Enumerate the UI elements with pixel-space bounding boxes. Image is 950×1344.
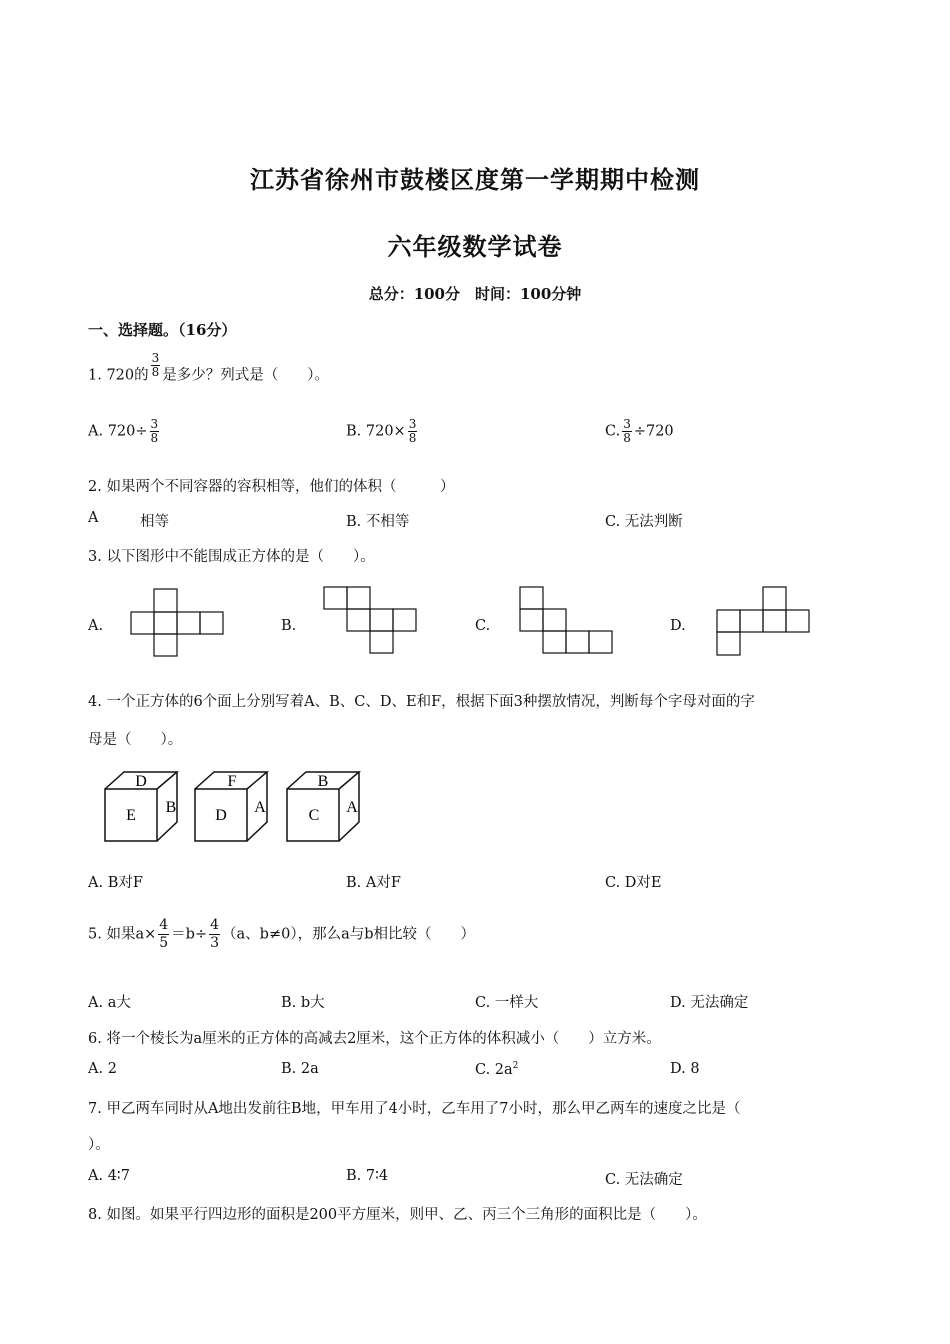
q5-f2-den: 3	[210, 935, 220, 951]
q5-option-c: C. 一样大	[475, 995, 539, 1011]
q3-net-b	[323, 586, 419, 656]
question-7-line1: 7. 甲乙两车同时从A地出发前往B地，甲车用了4小时，乙车用了7小时，那么甲乙两车的速度之比是（	[88, 1101, 741, 1117]
q1-b-fraction	[408, 418, 418, 445]
q5-f1-den: 5	[159, 935, 169, 951]
q3-option-c-label: C.	[475, 618, 491, 634]
q6-option-b: B. 2a	[281, 1061, 319, 1077]
q3-net-a	[130, 588, 226, 658]
q1-b-den: 8	[408, 431, 417, 445]
q5-middle: ＝b÷	[171, 926, 208, 943]
q4-cube-2	[190, 770, 275, 845]
question-2: 2. 如果两个不同容器的容积相等，他们的体积（ ）	[88, 479, 455, 495]
question-4-line2: 母是（ ）。	[88, 732, 183, 748]
q1-frac-num: 3	[151, 351, 160, 365]
q1-prefix: 1. 720的	[88, 367, 149, 384]
q2-option-c: C. 无法判断	[605, 514, 683, 530]
q1-frac-den: 8	[151, 365, 160, 379]
q1-c-fraction	[622, 418, 632, 445]
cube1-side-letter: B	[165, 799, 177, 816]
cube1-front-letter: E	[126, 807, 136, 824]
q1-b-num: 3	[408, 417, 417, 431]
q4-cube-3	[282, 770, 367, 845]
cube2-top-letter: F	[227, 773, 237, 790]
q6-option-c	[475, 1061, 518, 1078]
exam-subtitle: 六年级数学试卷	[387, 232, 563, 261]
question-8: 8. 如图。如果平行四边形的面积是200平方厘米，则甲、乙、丙三个三角形的面积比是（ ）。	[88, 1207, 707, 1223]
q1-option-c	[605, 418, 674, 445]
q5-fraction-2	[209, 917, 220, 952]
q5-prefix: 5. 如果a×	[88, 926, 157, 943]
q5-f2-num: 4	[210, 917, 220, 933]
q5-fraction-1	[158, 917, 169, 952]
q2-option-a-text: 相等	[140, 514, 169, 530]
q5-option-b: B. b大	[281, 995, 325, 1011]
question-7-line2: ）。	[88, 1137, 110, 1153]
exam-title: 江苏省徐州市鼓楼区度第一学期期中检测	[250, 165, 700, 194]
question-5	[88, 917, 475, 952]
q1-a-text: A. 720÷	[88, 423, 148, 440]
q7-option-a: A. 4∶7	[88, 1168, 130, 1184]
q7-option-b: B. 7∶4	[346, 1168, 389, 1184]
cube3-side-letter: A	[346, 799, 358, 816]
q3-net-d	[716, 586, 812, 658]
cube2-side-letter: A	[254, 799, 266, 816]
cube3-front-letter: C	[308, 807, 320, 824]
q5-option-d: D. 无法确定	[670, 995, 749, 1011]
q1-c-suffix: ÷720	[633, 423, 674, 440]
q6-option-a: A. 2	[88, 1061, 117, 1077]
question-4-line1: 4. 一个正方体的6个面上分别写着A、B、C、D、E和F，根据下面3种摆放情况，判断每个字母对面的字	[88, 694, 755, 710]
q3-net-c	[519, 586, 615, 656]
q3-option-a-label: A.	[88, 618, 104, 634]
cube1-top-letter: D	[135, 773, 147, 790]
q1-c-num: 3	[623, 417, 631, 431]
q5-option-a: A. a大	[88, 995, 131, 1011]
q2-option-a-label: A	[88, 510, 99, 526]
q1-b-text: B. 720×	[346, 423, 406, 440]
question-1	[88, 351, 330, 389]
q6-c-text: C. 2a	[475, 1061, 513, 1078]
q4-option-c: C. D对E	[605, 875, 662, 891]
q3-option-b-label: B.	[281, 618, 297, 634]
q4-cube-1	[100, 770, 185, 845]
score-time-line: 总分：100分 时间：100分钟	[368, 285, 582, 303]
q5-suffix: （a、b≠0），那么a与b相比较（ ）	[222, 926, 476, 943]
section-heading: 一、选择题。（16分）	[88, 321, 237, 339]
cube3-top-letter: B	[317, 773, 329, 790]
q6-c-exponent: 2	[512, 1061, 519, 1071]
q1-a-num: 3	[150, 417, 159, 431]
q1-suffix: 是多少？列式是（ ）。	[162, 367, 330, 384]
q6-option-d: D. 8	[670, 1061, 700, 1077]
q1-a-den: 8	[150, 431, 159, 445]
q3-option-d-label: D.	[670, 618, 686, 634]
q1-option-a	[88, 418, 161, 445]
q1-option-b	[346, 418, 419, 445]
question-3: 3. 以下图形中不能围成正方体的是（ ）。	[88, 549, 375, 565]
q1-a-fraction	[150, 418, 160, 445]
q1-c-text: C.	[605, 423, 621, 440]
q5-f1-num: 4	[159, 917, 169, 933]
q4-option-a: A. B对F	[88, 875, 143, 891]
cube2-front-letter: D	[215, 807, 227, 824]
q2-option-b: B. 不相等	[346, 514, 410, 530]
q1-c-den: 8	[623, 431, 631, 445]
question-6: 6. 将一个棱长为a厘米的正方体的高减去2厘米，这个正方体的体积减小（ ）立方米。	[88, 1031, 661, 1047]
q7-option-c: C. 无法确定	[605, 1172, 683, 1188]
q4-option-b: B. A对F	[346, 875, 401, 891]
q1-fraction	[151, 352, 161, 379]
